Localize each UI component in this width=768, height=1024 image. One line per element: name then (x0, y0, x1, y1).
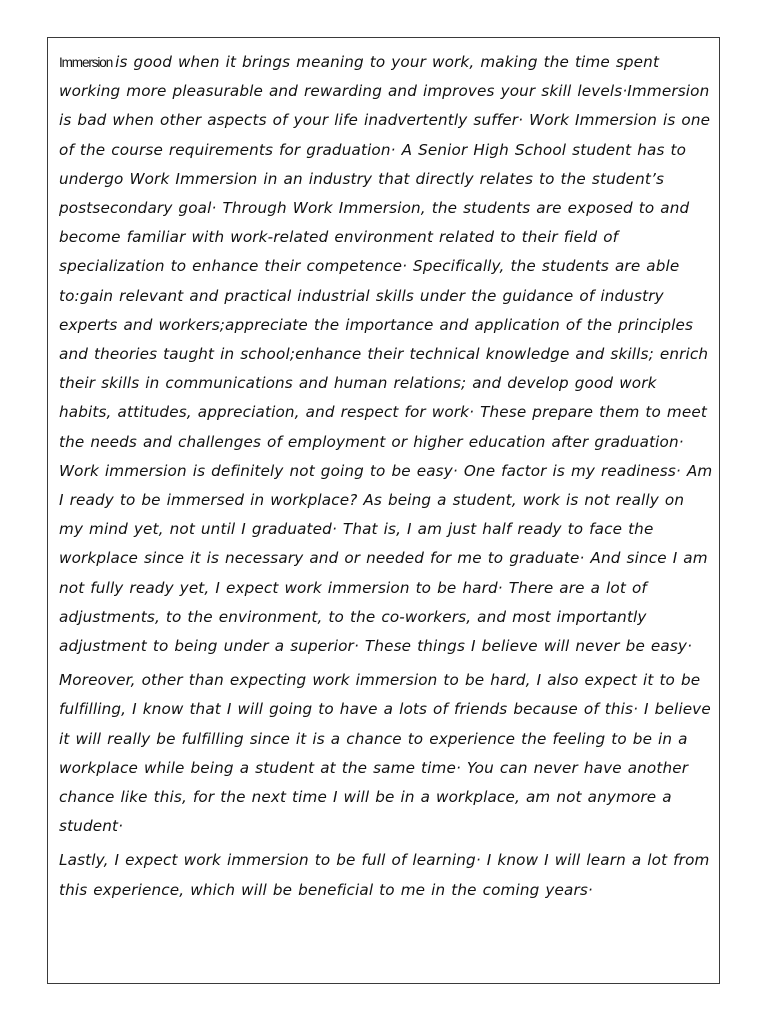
paragraph-3-text: Lastly, I expect work immersion to be full of learning· I know I will learn a lot from this experience, which will be beneficial to me in the coming years· (59, 851, 710, 899)
paragraph-2 (59, 666, 714, 841)
paragraph-2-text: Moreover, other than expecting work immersion to be hard, I also expect it to be fulfilling, I know that I will going to have a lots of friends because of this· I believe it will really be fulfilling since it is a chance to experience the feeling to be in a workplace while being a student at the same time· You can never have another chance like this, for the next time I will be in a workplace, am not anymore a student· (59, 671, 711, 836)
paragraph-3 (59, 846, 714, 904)
document-page (47, 37, 720, 984)
paragraph-1-text: is good when it brings meaning to your work, making the time spent working more pleasurable and rewarding and improves your skill levels·Immersion is bad when other aspects of your life inadvertently suffer· Work Immersion is one of the course requirements for graduation· A Senior High School student has to undergo Work Immersion in an industry that directly relates to the student’s postsecondary goal· Through Work Immersion, the students are exposed to and become familiar with work-related environment related to their field of specialization to enhance their competence· Specifically, the students are able to:gain relevant and practical industrial skills under the guidance of industry experts and workers;appreciate the importance and application of the principles and theories taught in school;enhance their technical knowledge and skills; enrich their skills in communications and human relations; and develop good work habits, attitudes, appreciation, and respect for work· These prepare them to meet the needs and challenges of employment or higher education after graduation· Work immersion is definitely not going to be easy· One factor is my readiness· Am I ready to be immersed in workplace? As being a student, work is not really on my mind yet, not until I graduated· That is, I am just half ready to face the workplace since it is necessary and or needed for me to graduate· And since I am not fully ready yet, I expect work immersion to be hard· There are a lot of adjustments, to the environment, to the co-workers, and most importantly adjustment to being under a superior· These things I believe will never be easy· (59, 53, 713, 656)
document-body (59, 48, 714, 905)
paragraph-1 (59, 48, 714, 661)
lead-word: Immersion (59, 55, 113, 70)
